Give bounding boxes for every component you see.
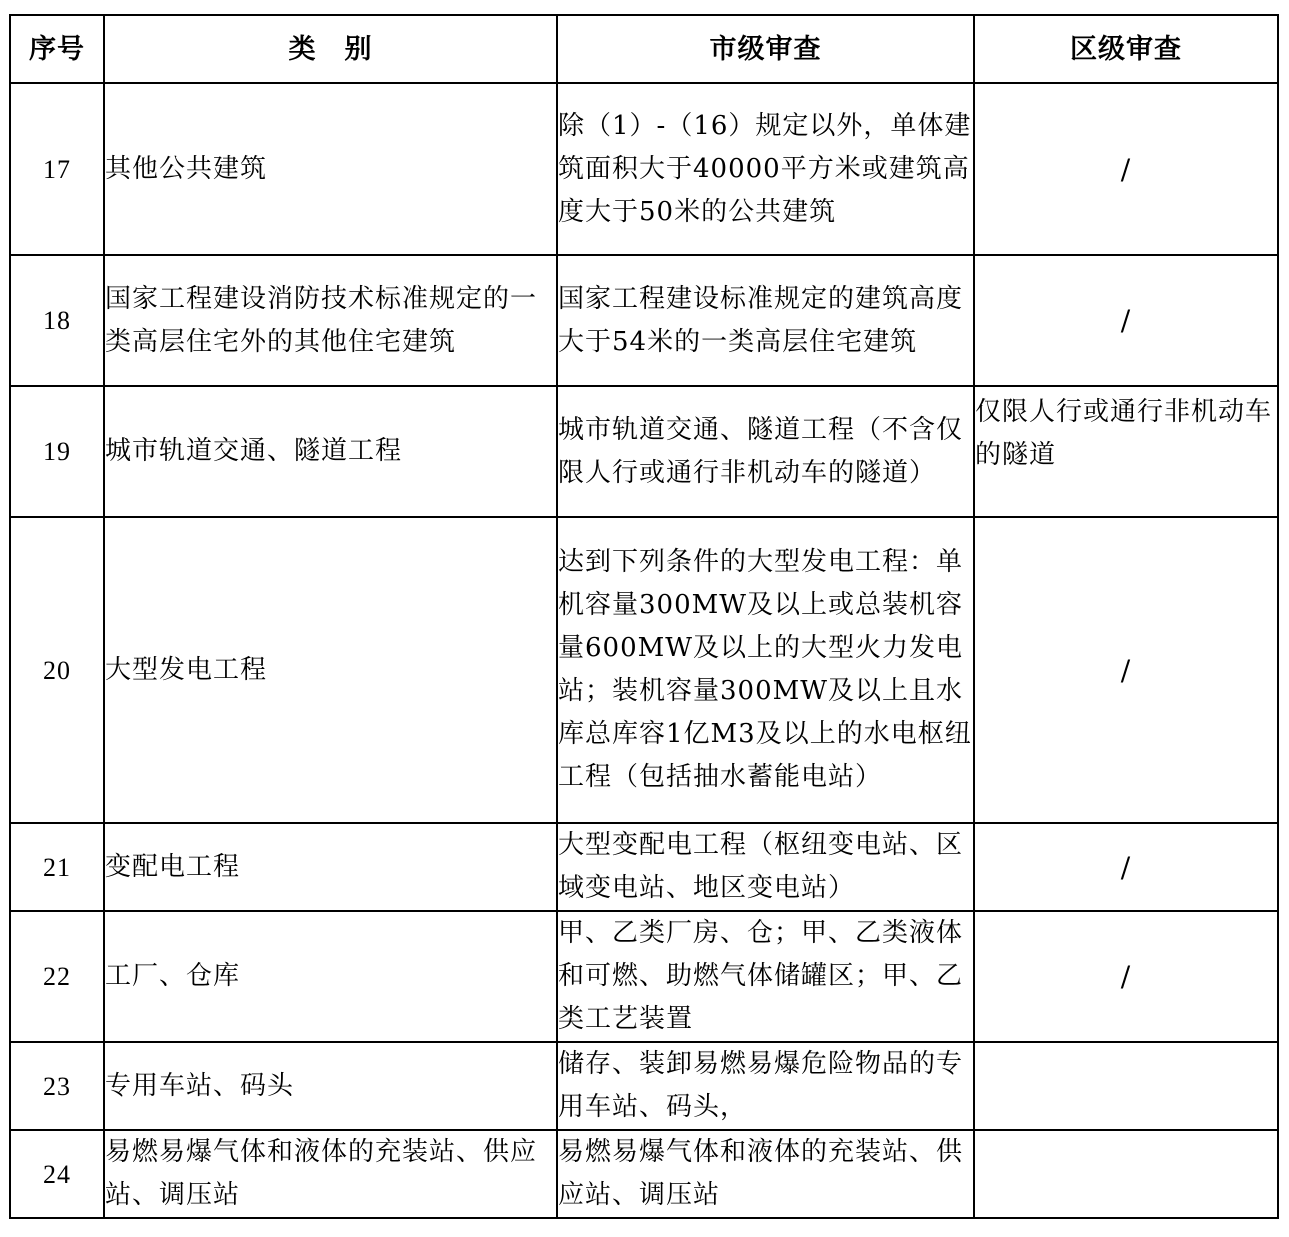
row-category: 其他公共建筑 <box>104 83 557 255</box>
table-row <box>10 823 1278 911</box>
row-category: 易燃易爆气体和液体的充装站、供应站、调压站 <box>104 1130 557 1218</box>
table-body <box>10 83 1278 1218</box>
row-no: 20 <box>10 517 104 823</box>
table-row <box>10 1130 1278 1218</box>
row-no: 24 <box>10 1130 104 1218</box>
row-city-review: 易燃易爆气体和液体的充装站、供应站、调压站 <box>557 1130 974 1218</box>
header-city-review: 市级审查 <box>557 15 974 83</box>
table-row <box>10 1042 1278 1130</box>
row-no: 17 <box>10 83 104 255</box>
table-header <box>10 15 1278 83</box>
row-city-review: 城市轨道交通、隧道工程（不含仅限人行或通行非机动车的隧道） <box>557 386 974 517</box>
row-district-review: / <box>974 83 1278 255</box>
header-category: 类 别 <box>104 15 557 83</box>
row-category: 变配电工程 <box>104 823 557 911</box>
row-no: 18 <box>10 255 104 386</box>
row-city-review: 国家工程建设标准规定的建筑高度大于54米的一类高层住宅建筑 <box>557 255 974 386</box>
row-category: 专用车站、码头 <box>104 1042 557 1130</box>
table-row <box>10 386 1278 517</box>
row-no: 23 <box>10 1042 104 1130</box>
row-category: 城市轨道交通、隧道工程 <box>104 386 557 517</box>
row-district-review: / <box>974 911 1278 1042</box>
row-district-review <box>974 1042 1278 1130</box>
row-category: 工厂、仓库 <box>104 911 557 1042</box>
row-city-review: 达到下列条件的大型发电工程：单机容量300MW及以上或总装机容量600MW及以上的大型火力发电站；装机容量300MW及以上且水库总库容1亿M3及以上的水电枢纽工程（包括抽水蓄能电站） <box>557 517 974 823</box>
row-city-review: 储存、装卸易燃易爆危险物品的专用车站、码头， <box>557 1042 974 1130</box>
row-city-review: 除（1）-（16）规定以外，单体建筑面积大于40000平方米或建筑高度大于50米的公共建筑 <box>557 83 974 255</box>
row-district-review <box>974 1130 1278 1218</box>
review-table <box>9 14 1279 1219</box>
row-no: 21 <box>10 823 104 911</box>
row-district-review: / <box>974 823 1278 911</box>
row-district-review: / <box>974 517 1278 823</box>
table-row <box>10 911 1278 1042</box>
table-row <box>10 517 1278 823</box>
row-district-review: 仅限人行或通行非机动车的隧道 <box>974 386 1278 517</box>
row-category: 大型发电工程 <box>104 517 557 823</box>
row-district-review: / <box>974 255 1278 386</box>
table-row <box>10 255 1278 386</box>
row-no: 22 <box>10 911 104 1042</box>
header-district-review: 区级审查 <box>974 15 1278 83</box>
row-no: 19 <box>10 386 104 517</box>
header-no: 序号 <box>10 15 104 83</box>
row-category: 国家工程建设消防技术标准规定的一类高层住宅外的其他住宅建筑 <box>104 255 557 386</box>
row-city-review: 甲、乙类厂房、仓；甲、乙类液体和可燃、助燃气体储罐区；甲、乙类工艺装置 <box>557 911 974 1042</box>
row-city-review: 大型变配电工程（枢纽变电站、区域变电站、地区变电站） <box>557 823 974 911</box>
table-row <box>10 83 1278 255</box>
header-row <box>10 15 1278 83</box>
